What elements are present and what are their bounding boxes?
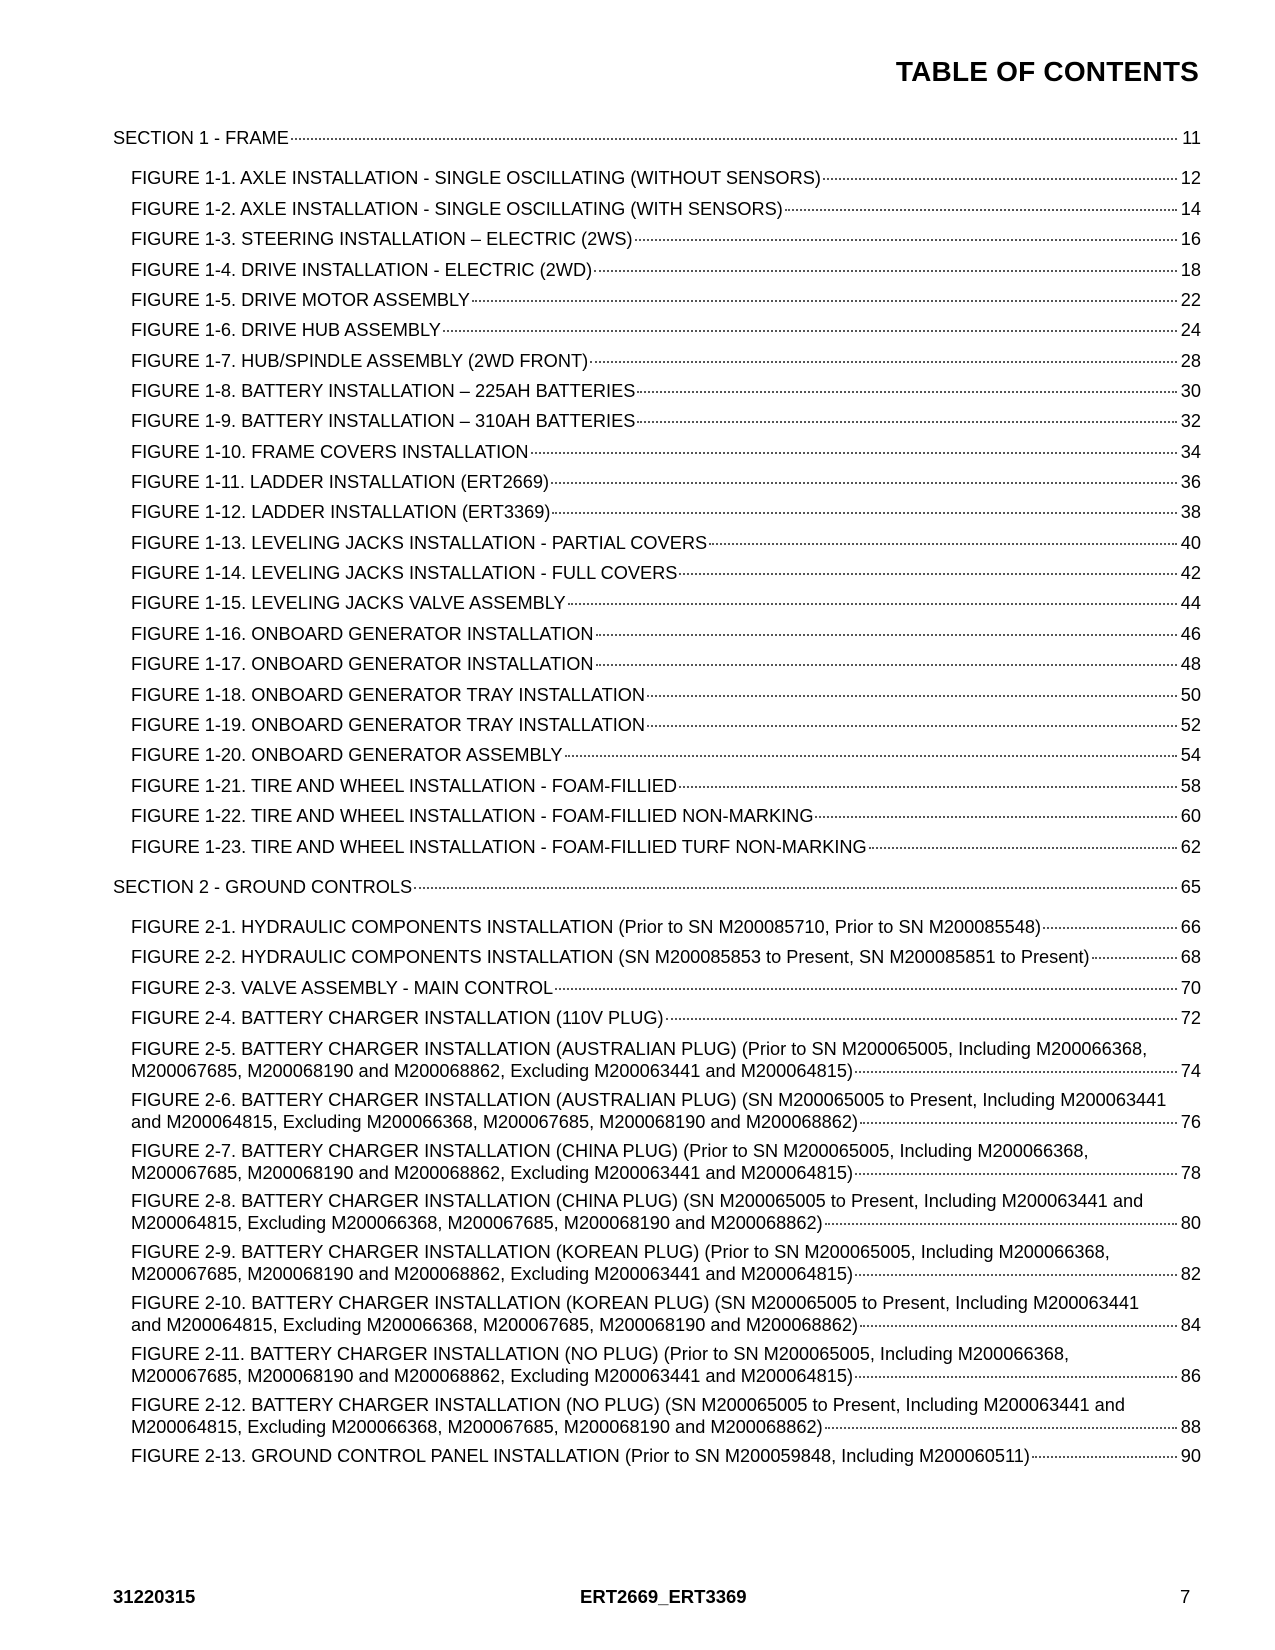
toc-entry[interactable] <box>131 380 1201 402</box>
toc-entry[interactable] <box>131 1394 1201 1438</box>
toc-entry-text: FIGURE 1-10. FRAME COVERS INSTALLATION <box>131 442 529 462</box>
toc-page-number: 22 <box>1180 290 1201 310</box>
dot-leader <box>823 178 1177 180</box>
toc-entry[interactable] <box>131 592 1201 614</box>
dot-leader <box>815 816 1177 818</box>
toc-entry-text: FIGURE 2-8. BATTERY CHARGER INSTALLATION (CHINA PLUG) (SN M200065005 to Present, Including M200063441 and <box>131 1191 1144 1211</box>
toc-entry[interactable] <box>131 1445 1201 1467</box>
toc-entry-text-continued: and M200064815, Excluding M200066368, M200067685, M200068190 and M200068862) <box>131 1112 859 1132</box>
toc-entry-text: FIGURE 1-16. ONBOARD GENERATOR INSTALLATION <box>131 624 594 644</box>
toc-entry-text: FIGURE 1-2. AXLE INSTALLATION - SINGLE OSCILLATING (WITH SENSORS) <box>131 199 783 219</box>
dot-leader <box>635 239 1177 241</box>
toc-entry-text: FIGURE 1-6. DRIVE HUB ASSEMBLY <box>131 320 441 340</box>
toc-section-entry[interactable] <box>113 876 1201 898</box>
toc-entry[interactable] <box>131 1241 1201 1285</box>
toc-entry-text: FIGURE 2-6. BATTERY CHARGER INSTALLATION (AUSTRALIAN PLUG) (SN M200065005 to Present, Including M200063441 <box>131 1090 1167 1110</box>
toc-page-number: 58 <box>1180 776 1201 796</box>
dot-leader <box>855 1376 1177 1378</box>
toc-entry[interactable] <box>131 1292 1201 1336</box>
toc-page-number: 88 <box>1180 1417 1201 1437</box>
toc-entry[interactable] <box>131 259 1201 281</box>
dot-leader <box>443 330 1177 332</box>
toc-page-number: 66 <box>1180 917 1201 937</box>
toc-entry[interactable] <box>131 1089 1201 1133</box>
toc-entry[interactable] <box>131 350 1201 372</box>
toc-entry-text: FIGURE 1-4. DRIVE INSTALLATION - ELECTRIC (2WD) <box>131 260 593 280</box>
toc-page-number: 38 <box>1180 502 1201 522</box>
dot-leader <box>1043 927 1177 929</box>
toc-page-number: 18 <box>1180 260 1201 280</box>
footer-page-number: 7 <box>1180 1586 1191 1607</box>
toc-entry-text: FIGURE 2-10. BATTERY CHARGER INSTALLATION (KOREAN PLUG) (SN M200065005 to Present, Including M200063441 <box>131 1293 1140 1313</box>
toc-entry-text: FIGURE 2-11. BATTERY CHARGER INSTALLATION (NO PLUG) (Prior to SN M200065005, Including M200066368, <box>131 1344 1070 1364</box>
dot-leader <box>590 361 1177 363</box>
dot-leader <box>552 512 1177 514</box>
toc-entry-text: FIGURE 1-3. STEERING INSTALLATION – ELECTRIC (2WS) <box>131 229 633 249</box>
toc-page-number: 90 <box>1180 1446 1201 1466</box>
toc-entry-text: FIGURE 1-12. LADDER INSTALLATION (ERT3369) <box>131 502 551 522</box>
toc-page-number: 50 <box>1180 685 1201 705</box>
dot-leader <box>860 1122 1177 1124</box>
toc-entry[interactable] <box>131 946 1201 968</box>
toc-page-number: 82 <box>1180 1264 1201 1284</box>
toc-entry-text: FIGURE 2-1. HYDRAULIC COMPONENTS INSTALLATION (Prior to SN M200085710, Prior to SN M200085548) <box>131 917 1042 937</box>
dot-leader <box>291 138 1177 140</box>
toc-page-number: 76 <box>1180 1112 1201 1132</box>
toc-entry[interactable] <box>131 977 1201 999</box>
toc-page-number: 74 <box>1180 1061 1201 1081</box>
toc-page-number: 70 <box>1180 978 1201 998</box>
toc-entry-text: FIGURE 1-8. BATTERY INSTALLATION – 225AH BATTERIES <box>131 381 636 401</box>
toc-entry-text-continued: M200064815, Excluding M200066368, M200067685, M200068190 and M200068862) <box>131 1213 823 1233</box>
toc-entry[interactable] <box>131 1190 1201 1234</box>
dot-leader <box>637 391 1177 393</box>
toc-section-entry[interactable] <box>113 127 1201 149</box>
toc-page-number: 30 <box>1180 381 1201 401</box>
toc-entry-text: FIGURE 1-19. ONBOARD GENERATOR TRAY INSTALLATION <box>131 715 646 735</box>
toc-entry[interactable] <box>131 501 1201 523</box>
dot-leader <box>568 603 1177 605</box>
toc-entry-text: SECTION 2 - GROUND CONTROLS <box>113 877 413 897</box>
dot-leader <box>647 695 1177 697</box>
toc-entry-text: FIGURE 2-2. HYDRAULIC COMPONENTS INSTALLATION (SN M200085853 to Present, SN M200085851 to Present) <box>131 947 1090 967</box>
toc-entry-text: FIGURE 1-21. TIRE AND WHEEL INSTALLATION - FOAM-FILLIED <box>131 776 678 796</box>
toc-entry-text: FIGURE 1-7. HUB/SPINDLE ASSEMBLY (2WD FRONT) <box>131 351 589 371</box>
dot-leader <box>565 755 1177 757</box>
dot-leader <box>869 847 1177 849</box>
toc-entry-text: FIGURE 1-13. LEVELING JACKS INSTALLATION - PARTIAL COVERS <box>131 533 708 553</box>
toc-page-number: 16 <box>1180 229 1201 249</box>
toc-entry[interactable] <box>131 562 1201 584</box>
toc-entry-text-continued: M200067685, M200068190 and M200068862, Excluding M200063441 and M200064815) <box>131 1264 854 1284</box>
dot-leader <box>709 543 1177 545</box>
dot-leader <box>855 1071 1177 1073</box>
toc-page-number: 28 <box>1180 351 1201 371</box>
toc-entry[interactable] <box>131 532 1201 554</box>
dot-leader <box>855 1173 1177 1175</box>
toc-page-number: 84 <box>1180 1315 1201 1335</box>
dot-leader <box>555 988 1177 990</box>
toc-entry-text: FIGURE 1-14. LEVELING JACKS INSTALLATION - FULL COVERS <box>131 563 678 583</box>
toc-page-number: 40 <box>1180 533 1201 553</box>
dot-leader <box>531 452 1177 454</box>
toc-page-number: 78 <box>1180 1163 1201 1183</box>
toc-entry-text-continued: M200067685, M200068190 and M200068862, Excluding M200063441 and M200064815) <box>131 1366 854 1386</box>
toc-entry-text: FIGURE 2-12. BATTERY CHARGER INSTALLATION (NO PLUG) (SN M200065005 to Present, Including M200063441 and <box>131 1395 1125 1415</box>
toc-page-number: 62 <box>1180 837 1201 857</box>
dot-leader <box>594 270 1177 272</box>
toc-entry-text: FIGURE 2-4. BATTERY CHARGER INSTALLATION (110V PLUG) <box>131 1008 664 1028</box>
toc-entry-text: FIGURE 1-17. ONBOARD GENERATOR INSTALLATION <box>131 654 594 674</box>
toc-page-number: 48 <box>1180 654 1201 674</box>
dot-leader <box>785 209 1177 211</box>
toc-entry-text: FIGURE 1-20. ONBOARD GENERATOR ASSEMBLY <box>131 745 563 765</box>
toc-page-number: 11 <box>1182 128 1201 148</box>
toc-entry-text: SECTION 1 - FRAME <box>113 128 289 148</box>
toc-entry-text: FIGURE 1-23. TIRE AND WHEEL INSTALLATION - FOAM-FILLIED TURF NON-MARKING <box>131 837 867 857</box>
toc-page-number: 44 <box>1180 593 1201 613</box>
toc-entry[interactable] <box>131 1038 1201 1082</box>
toc-entry[interactable] <box>131 228 1201 250</box>
toc-entry-text: FIGURE 2-9. BATTERY CHARGER INSTALLATION (KOREAN PLUG) (Prior to SN M200065005, Including M200066368, <box>131 1242 1110 1262</box>
toc-entry-text: FIGURE 2-13. GROUND CONTROL PANEL INSTALLATION (Prior to SN M200059848, Including M200060511) <box>131 1446 1030 1466</box>
toc-page-number: 32 <box>1180 411 1201 431</box>
toc-page-number: 34 <box>1180 442 1201 462</box>
toc-page-number: 14 <box>1180 199 1201 219</box>
dot-leader <box>472 300 1177 302</box>
footer-doc-number: 31220315 <box>113 1586 196 1607</box>
toc-entry-text: FIGURE 1-5. DRIVE MOTOR ASSEMBLY <box>131 290 470 310</box>
toc-entry-text: FIGURE 2-7. BATTERY CHARGER INSTALLATION (CHINA PLUG) (Prior to SN M200065005, Including M200066368, <box>131 1141 1089 1161</box>
toc-entry[interactable] <box>131 289 1201 311</box>
toc-entry-text: FIGURE 1-9. BATTERY INSTALLATION – 310AH BATTERIES <box>131 411 636 431</box>
toc-entry-text: FIGURE 1-15. LEVELING JACKS VALVE ASSEMBLY <box>131 593 566 613</box>
toc-page-number: 72 <box>1180 1008 1201 1028</box>
dot-leader <box>414 887 1177 889</box>
toc-entry[interactable] <box>131 916 1201 938</box>
toc-entry[interactable] <box>131 805 1201 827</box>
dot-leader <box>825 1223 1177 1225</box>
toc-page-number: 65 <box>1180 877 1201 897</box>
toc-entry[interactable] <box>131 1140 1201 1184</box>
page-title: TABLE OF CONTENTS <box>895 56 1199 87</box>
toc-page-number: 42 <box>1180 563 1201 583</box>
toc-entry[interactable] <box>131 198 1201 220</box>
dot-leader <box>647 725 1177 727</box>
dot-leader <box>1092 957 1177 959</box>
toc-entry[interactable] <box>131 319 1201 341</box>
dot-leader <box>551 482 1177 484</box>
footer-model: ERT2669_ERT3369 <box>580 1586 747 1607</box>
dot-leader <box>596 634 1177 636</box>
toc-entry[interactable] <box>131 744 1201 766</box>
toc-entry[interactable] <box>131 653 1201 675</box>
dot-leader <box>860 1325 1177 1327</box>
toc-entry[interactable] <box>131 441 1201 463</box>
toc-entry-text: FIGURE 2-5. BATTERY CHARGER INSTALLATION (AUSTRALIAN PLUG) (Prior to SN M200065005, Including M200066368, <box>131 1039 1148 1059</box>
toc-entry[interactable] <box>131 167 1201 189</box>
toc-entry[interactable] <box>131 623 1201 645</box>
toc-entry-text-continued: and M200064815, Excluding M200066368, M200067685, M200068190 and M200068862) <box>131 1315 859 1335</box>
toc-entry-text: FIGURE 1-11. LADDER INSTALLATION (ERT2669) <box>131 472 550 492</box>
dot-leader <box>637 421 1177 423</box>
toc-entry-text: FIGURE 1-22. TIRE AND WHEEL INSTALLATION - FOAM-FILLIED NON-MARKING <box>131 806 814 826</box>
toc-entry-text-continued: M200067685, M200068190 and M200068862, Excluding M200063441 and M200064815) <box>131 1163 854 1183</box>
toc-page-number: 24 <box>1180 320 1201 340</box>
toc-entry-text-continued: M200064815, Excluding M200066368, M200067685, M200068190 and M200068862) <box>131 1417 823 1437</box>
toc-page-number: 80 <box>1180 1213 1201 1233</box>
toc-page-number: 60 <box>1180 806 1201 826</box>
dot-leader <box>679 573 1177 575</box>
dot-leader <box>1032 1456 1177 1458</box>
toc-page-number: 86 <box>1180 1366 1201 1386</box>
toc-entry-text: FIGURE 1-18. ONBOARD GENERATOR TRAY INSTALLATION <box>131 685 646 705</box>
toc-entry[interactable] <box>131 836 1201 858</box>
toc-entry[interactable] <box>131 775 1201 797</box>
toc-entry[interactable] <box>131 471 1201 493</box>
dot-leader <box>679 786 1177 788</box>
dot-leader <box>855 1274 1177 1276</box>
toc-page-number: 12 <box>1180 168 1201 188</box>
toc-entry-text-continued: M200067685, M200068190 and M200068862, Excluding M200063441 and M200064815) <box>131 1061 854 1081</box>
toc-page-number: 68 <box>1180 947 1201 967</box>
toc-entry[interactable] <box>131 714 1201 736</box>
toc-entry[interactable] <box>131 1343 1201 1387</box>
toc-entry[interactable] <box>131 684 1201 706</box>
dot-leader <box>666 1018 1177 1020</box>
toc-entry-text: FIGURE 2-3. VALVE ASSEMBLY - MAIN CONTROL <box>131 978 554 998</box>
toc-entry[interactable] <box>131 410 1201 432</box>
toc-entry-text: FIGURE 1-1. AXLE INSTALLATION - SINGLE OSCILLATING (WITHOUT SENSORS) <box>131 168 821 188</box>
toc-page-number: 54 <box>1180 745 1201 765</box>
toc-page-number: 36 <box>1180 472 1201 492</box>
dot-leader <box>825 1427 1177 1429</box>
dot-leader <box>596 664 1177 666</box>
toc-page-number: 52 <box>1180 715 1201 735</box>
toc-entry[interactable] <box>131 1007 1201 1029</box>
toc-page-number: 46 <box>1180 624 1201 644</box>
